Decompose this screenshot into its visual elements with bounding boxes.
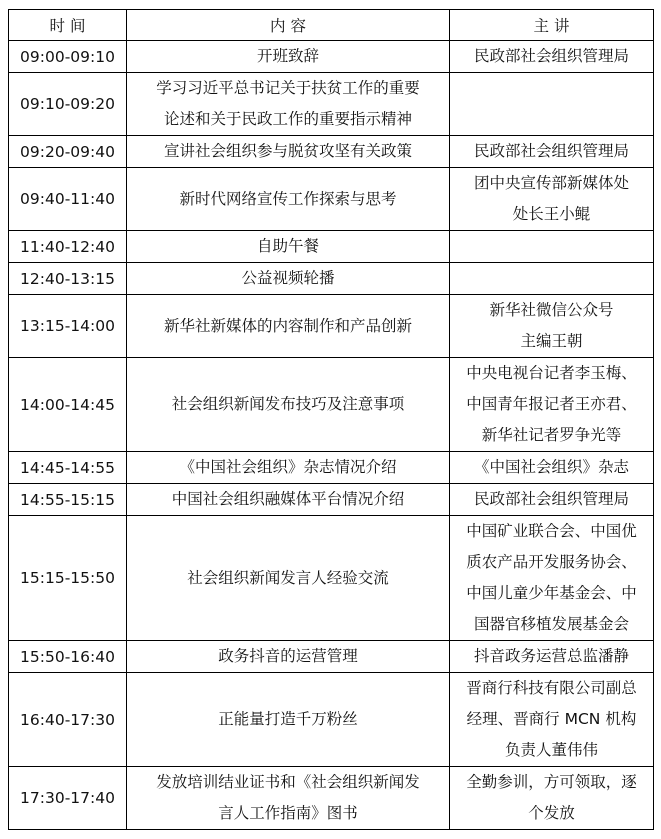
time-cell: 14:45-14:55 [9,452,127,484]
schedule-row [9,263,654,295]
speaker-line: 中国矿业联合会、中国优 [466,522,637,540]
content-line: 社会组织新闻发言人经验交流 [187,568,389,587]
content-cell [127,673,450,767]
speaker-line: 经理、晋商行 MCN 机构 [466,710,637,728]
speaker-cell [450,767,654,830]
time-cell: 17:30-17:40 [9,767,127,830]
content-cell [127,358,450,452]
speaker-cell [450,295,654,358]
schedule-row [9,231,654,263]
schedule-row [9,484,654,516]
speaker-line: 民政部社会组织管理局 [473,142,629,160]
speaker-line: 国器官移植发展基金会 [473,615,629,633]
time-cell: 15:15-15:50 [9,516,127,641]
content-line: 政务抖音的运营管理 [218,647,358,665]
speaker-line: 抖音政务运营总监潘静 [473,647,629,665]
header-content: 内 容 [127,10,450,41]
schedule-row [9,516,654,641]
content-cell [127,484,450,516]
time-cell: 09:40-11:40 [9,168,127,231]
speaker-cell [450,41,654,73]
content-cell [127,136,450,168]
speaker-line: 民政部社会组织管理局 [473,47,629,65]
speaker-line: 中国青年报记者王亦君、 [466,395,637,413]
content-cell [127,231,450,263]
content-cell [127,295,450,358]
schedule-row [9,295,654,358]
speaker-line: 团中央宣传部新媒体处 [473,174,629,192]
content-cell [127,168,450,231]
speaker-cell [450,452,654,484]
content-line: 新时代网络宣传工作探索与思考 [179,189,397,208]
content-line: 自助午餐 [256,237,319,255]
time-cell: 16:40-17:30 [9,673,127,767]
speaker-line: 新华社微信公众号 [489,301,614,319]
content-line: 开班致辞 [256,47,319,65]
speaker-line: 民政部社会组织管理局 [473,490,629,508]
time-cell: 09:20-09:40 [9,136,127,168]
speaker-line: 新华社记者罗争光等 [481,426,622,444]
speaker-line: 质农产品开发服务协会、 [466,553,637,571]
schedule-row [9,136,654,168]
schedule-row [9,641,654,673]
speaker-line: 全勤参训，方可领取，逐 [466,773,637,791]
speaker-cell [450,231,654,263]
schedule-row [9,767,654,830]
content-line: 社会组织新闻发布技巧及注意事项 [171,395,405,413]
content-line: 正能量打造千万粉丝 [218,710,358,728]
time-cell: 09:10-09:20 [9,73,127,136]
content-cell [127,263,450,295]
content-cell [127,641,450,673]
content-line: 中国社会组织融媒体平台情况介绍 [171,490,405,508]
speaker-line: 晋商行科技有限公司副总 [466,679,637,697]
speaker-cell [450,641,654,673]
content-cell [127,516,450,641]
schedule-table [8,9,654,830]
content-line: 公益视频轮播 [241,269,335,287]
time-cell: 13:15-14:00 [9,295,127,358]
schedule-row [9,73,654,136]
speaker-cell [450,168,654,231]
content-line: 《中国社会组织》杂志情况介绍 [179,458,397,476]
content-line: 发放培训结业证书和《社会组织新闻发 [156,773,420,791]
schedule-row [9,168,654,231]
header-time: 时 间 [9,10,127,41]
content-line: 学习习近平总书记关于扶贫工作的重要 [156,79,420,97]
speaker-line: 个发放 [528,804,575,822]
content-line: 宣讲社会组织参与脱贫攻坚有关政策 [163,142,412,160]
speaker-line: 负责人董伟伟 [504,741,598,759]
time-cell: 15:50-16:40 [9,641,127,673]
time-cell: 14:55-15:15 [9,484,127,516]
schedule-row [9,358,654,452]
speaker-line: 中国儿童少年基金会、中 [466,584,637,602]
schedule-row [9,673,654,767]
speaker-cell [450,358,654,452]
time-cell: 09:00-09:10 [9,41,127,73]
content-cell [127,73,450,136]
schedule-row [9,41,654,73]
content-line: 新华社新媒体的内容制作和产品创新 [163,316,412,335]
header-speaker: 主 讲 [450,10,654,41]
header-row [9,10,654,41]
speaker-cell [450,136,654,168]
time-cell: 14:00-14:45 [9,358,127,452]
speaker-cell [450,73,654,136]
content-cell [127,452,450,484]
speaker-cell [450,516,654,641]
speaker-cell [450,673,654,767]
speaker-line: 主编王朝 [520,332,583,350]
schedule-row [9,452,654,484]
speaker-line: 处长王小鲲 [512,205,591,223]
speaker-cell [450,263,654,295]
content-line: 言人工作指南》图书 [218,804,358,822]
content-cell [127,767,450,830]
speaker-line: 《中国社会组织》杂志 [473,458,629,476]
content-cell [127,41,450,73]
content-line: 论述和关于民政工作的重要指示精神 [163,110,412,128]
speaker-cell [450,484,654,516]
speaker-line: 中央电视台记者李玉梅、 [466,364,637,382]
time-cell: 12:40-13:15 [9,263,127,295]
time-cell: 11:40-12:40 [9,231,127,263]
